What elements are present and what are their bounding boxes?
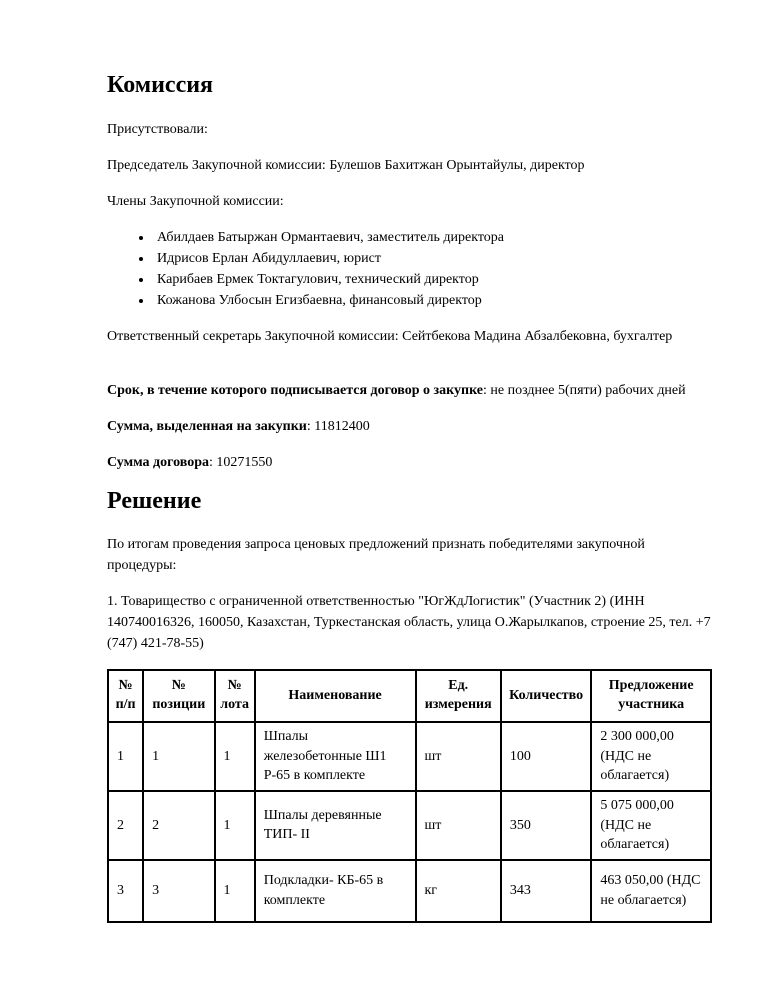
member-name: Карибаев Ермек Токтагулович, технический директор: [157, 271, 479, 287]
cell-quantity: 343: [501, 860, 591, 922]
cell-lot: 1: [215, 722, 255, 791]
cell-position: 3: [143, 860, 214, 922]
winner-line: 1. Товарищество с ограниченной ответственностью "ЮгЖдЛогистик" (Участник 2) (ИНН 140740016326, 160050, Казахстан, Туркестанская область, улица О.Жарылкапов, строение 25, тел. +7 (747) 421-78-55): [107, 594, 711, 652]
cell-num: 2: [108, 791, 143, 860]
table-row: [108, 860, 711, 922]
member-item: [153, 227, 712, 248]
cell-num: 3: [108, 860, 143, 922]
member-name: Идрисов Ерлан Абидуллаевич, юрист: [157, 250, 381, 266]
contract-sum-line: [107, 452, 712, 473]
present-label: Присутствовали:: [107, 121, 208, 137]
members-list: [107, 227, 712, 311]
col-header-offer: Предложение участника: [591, 670, 711, 722]
cell-name: Подкладки- КБ-65 в комплекте: [255, 860, 416, 922]
allocated-sum-value: : 11812400: [306, 418, 370, 434]
cell-offer: 463 050,00 (НДС не облагается): [591, 860, 711, 922]
cell-offer: 2 300 000,00 (НДС не облагается): [591, 722, 711, 791]
contract-term-value: : не позднее 5(пяти) рабочих дней: [483, 382, 686, 398]
cell-unit: шт: [416, 722, 501, 791]
cell-quantity: 350: [501, 791, 591, 860]
member-item: [153, 248, 712, 269]
allocated-sum-label: Сумма, выделенная на закупки: [107, 418, 307, 434]
table-row: [108, 722, 711, 791]
cell-unit: шт: [416, 791, 501, 860]
cell-num: 1: [108, 722, 143, 791]
table-header-row: [108, 670, 711, 722]
col-header-position: № позиции: [143, 670, 214, 722]
allocated-sum-line: [107, 416, 712, 437]
secretary-line: Ответственный секретарь Закупочной комиссии: Сейтбекова Мадина Абзалбековна, бухгалтер: [107, 328, 673, 344]
member-name: Кожанова Улбосын Егизбаевна, финансовый директор: [157, 292, 482, 308]
chairman-line: Председатель Закупочной комиссии: Булешов Бахитжан Орынтайулы, директор: [107, 157, 585, 173]
col-header-quantity: Количество: [501, 670, 591, 722]
cell-quantity: 100: [501, 722, 591, 791]
col-header-unit: Ед. измерения: [416, 670, 501, 722]
members-label: Члены Закупочной комиссии:: [107, 193, 284, 209]
cell-unit: кг: [416, 860, 501, 922]
cell-position: 2: [143, 791, 214, 860]
col-header-num: № п/п: [108, 670, 143, 722]
contract-term-label: Срок, в течение которого подписывается договор о закупке: [107, 382, 484, 398]
col-header-lot: № лота: [215, 670, 255, 722]
cell-name: Шпалы железобетонные Ш1 Р-65 в комплекте: [255, 722, 416, 791]
contract-sum-label: Сумма договора: [107, 454, 210, 470]
member-item: [153, 290, 712, 311]
table-row: [108, 791, 711, 860]
cell-offer: 5 075 000,00 (НДС не облагается): [591, 791, 711, 860]
cell-lot: 1: [215, 791, 255, 860]
member-name: Абилдаев Батыржан Ормантаевич, заместитель директора: [157, 229, 504, 245]
commission-heading: Комиссия: [107, 72, 214, 98]
decision-intro: По итогам проведения запроса ценовых предложений признать победителями закупочной процедуры:: [107, 537, 645, 574]
decision-heading: Решение: [107, 487, 202, 514]
contract-sum-value: : 10271550: [209, 454, 273, 470]
col-header-name: Наименование: [255, 670, 416, 722]
cell-name: Шпалы деревянные ТИП- II: [255, 791, 416, 860]
cell-lot: 1: [215, 860, 255, 922]
member-item: [153, 269, 712, 290]
contract-term-line: [107, 380, 712, 401]
cell-position: 1: [143, 722, 214, 791]
results-table: [107, 669, 712, 923]
